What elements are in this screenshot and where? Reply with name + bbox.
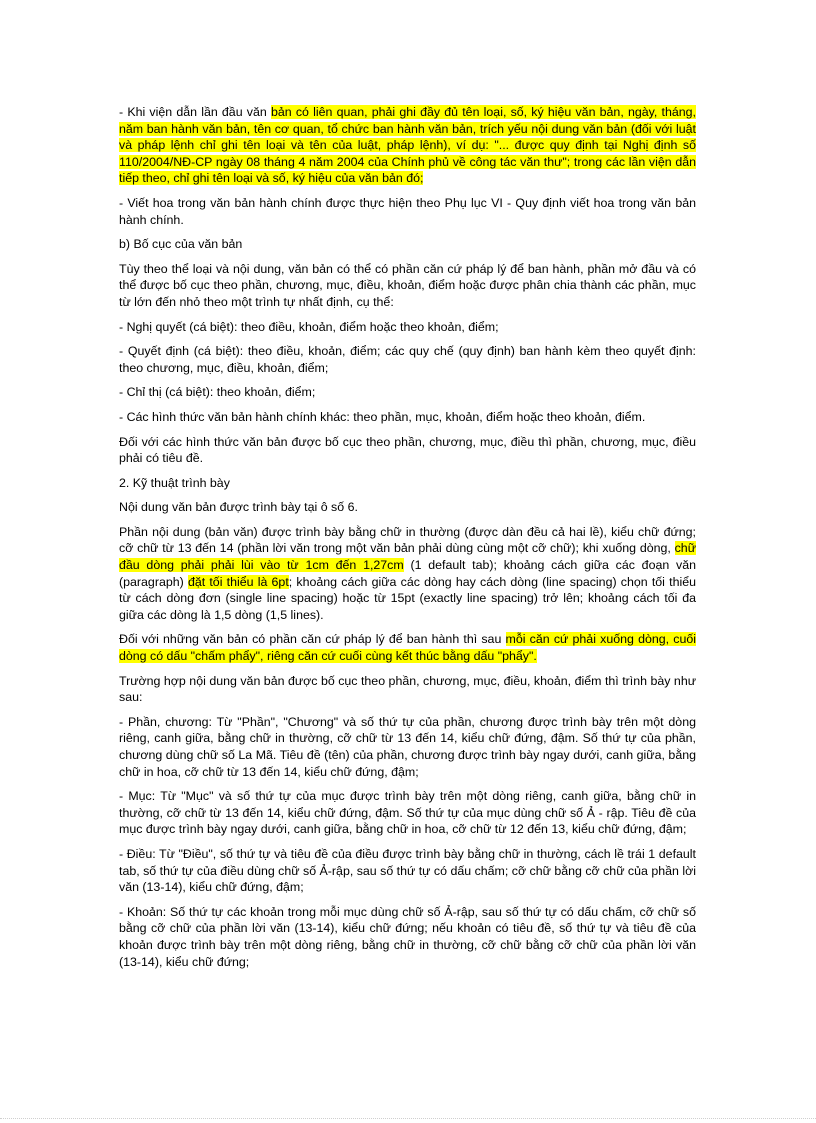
body-paragraph [119,631,696,664]
paragraph-text: - Các hình thức văn bản hành chính khác: theo phần, mục, khoản, điểm hoặc theo khoản, điểm. [119,409,646,424]
paragraph-text: - Nghị quyết (cá biệt): theo điều, khoản, điểm hoặc theo khoản, điểm; [119,319,499,334]
paragraph-text: - Quyết định (cá biệt): theo điều, khoản, điểm; các quy chế (quy định) ban hành kèm theo quyết định: theo chương, mục, điều, khoản, điểm; [119,344,696,375]
paragraph-text: 2. Kỹ thuật trình bày [119,475,230,490]
body-paragraph [119,673,696,706]
body-paragraph [119,384,696,401]
body-paragraph [119,788,696,838]
highlighted-text: mỗi căn cứ phải xuống dòng, cuối dòng có dấu "chấm phẩy", riêng căn cứ cuối cùng kết thúc bằng dấu "phẩy". [119,632,696,664]
body-paragraph [119,846,696,896]
paragraph-text: - Điều: Từ "Điều", số thứ tự và tiêu đề của điều được trình bày bằng chữ in thường, cách lề trái 1 default tab, số thứ tự của điều dùng chữ số Ả-rập, sau số thứ tự có dấu chấm; cỡ chữ bằng cỡ chữ của phần lời văn (13-14), kiểu chữ đứng, đậm; [119,846,696,895]
body-paragraph [119,195,696,228]
paragraph-text: (1 default tab); khoảng cách giữa các đoạn văn (paragraph) [119,558,696,589]
page-bottom-divider [0,1118,816,1119]
body-paragraph [119,475,696,492]
paragraph-text: Nội dung văn bản được trình bày tại ô số 6. [119,500,358,515]
body-paragraph [119,434,696,467]
highlighted-text: đặt tối thiểu là 6pt [187,574,289,589]
highlighted-text: chữ đầu dòng phải phải lùi vào từ 1cm đến 1,27cm [119,541,696,573]
paragraph-text: - Khoản: Số thứ tự các khoản trong mỗi mục dùng chữ số Ả-rập, sau số thứ tự có dấu chấm, cỡ chữ số bằng cỡ chữ của phần lời văn (13-14), kiểu chữ đứng; nếu khoản có tiêu đề, số thứ tự và tiêu đề của khoản được trình bày trên một dòng riêng, bằng chữ in thường, cỡ chữ bằng cỡ chữ của phần lời văn (13-14), kiểu chữ đứng; [119,904,696,969]
paragraph-text: - Khi viện dẫn lần đầu văn [119,105,271,119]
body-paragraph [119,343,696,376]
body-paragraph [119,499,696,516]
body-paragraph [119,261,696,311]
document-body [119,104,696,978]
body-paragraph [119,319,696,336]
paragraph-text: - Chỉ thị (cá biệt): theo khoản, điểm; [119,385,316,400]
body-paragraph [119,714,696,780]
paragraph-text: - Phần, chương: Từ "Phần", "Chương" và số thứ tự của phần, chương được trình bày trên một dòng riêng, canh giữa, bằng chữ in thường, cỡ chữ từ 13 đến 14, kiểu chữ đứng, đậm. Số thứ tự của phần, chương dùng chữ số La Mã. Tiêu đề (tên) của phần, chương được trình bày ngay dưới, canh giữa, bằng chữ in hoa, cỡ chữ từ 13 đến 14, kiểu chữ đứng, đậm; [119,714,696,779]
paragraph-text: ; khoảng cách giữa các dòng hay cách dòng (line spacing) chọn tối thiểu từ cách dòng đơn (single line spacing) hoặc từ 15pt (exactly line spacing) trở lên; khoảng cách tối đa giữa các dòng là 1,5 dòng (1,5 lines). [119,574,696,622]
paragraph-text: b) Bố cục của văn bản [119,237,243,252]
paragraph-text: Đối với những văn bản có phần căn cứ pháp lý để ban hành thì sau [119,632,506,647]
body-paragraph [119,236,696,253]
paragraph-text: Phần nội dung (bản văn) được trình bày bằng chữ in thường (được dàn đều cả hai lề), kiểu chữ đứng; cỡ chữ từ 13 đến 14 (phần lời văn trong một văn bản phải dùng cùng một cỡ chữ); khi xuống dòng, [119,524,696,556]
highlighted-text: bản có liên quan, phải ghi đầy đủ tên loại, số, ký hiệu văn bản, ngày, tháng, năm ban hành văn bản, tên cơ quan, tổ chức ban hành văn bản, trích yếu nội dung văn bản (đối với luật và pháp lệnh chỉ ghi tên loại và tên của luật, pháp lệnh), ví dụ: "... được quy định tại Nghị định số 110/2004/NĐ-CP ngày 08 tháng 4 năm 2004 của Chính phủ về công tác văn thư"; trong các lần viện dẫn tiếp theo, chỉ ghi tên loại và số, ký hiệu của văn bản đó; [119,105,696,186]
paragraph-text: Trường hợp nội dung văn bản được bố cục theo phần, chương, mục, điều, khoản, điểm thì trình bày như sau: [119,673,696,705]
body-paragraph [119,409,696,426]
paragraph-text: - Viết hoa trong văn bản hành chính được thực hiện theo Phụ lục VI - Quy định viết hoa trong văn bản hành chính. [119,195,696,227]
body-paragraph [119,104,696,187]
paragraph-text: Tùy theo thể loại và nội dung, văn bản có thể có phần căn cứ pháp lý để ban hành, phần mở đầu và có thể được bố cục theo phần, chương, mục, điều, khoản, điểm hoặc được phân chia thành các phần, mục từ lớn đến nhỏ theo một trình tự nhất định, cụ thể: [119,261,696,309]
paragraph-text: Đối với các hình thức văn bản được bố cục theo phần, chương, mục, điều thì phần, chương, mục, điều phải có tiêu đề. [119,434,696,466]
paragraph-text: - Mục: Từ "Mục" và số thứ tự của mục được trình bày trên một dòng riêng, canh giữa, bằng chữ in thường, cỡ chữ từ 13 đến 14, kiểu chữ đứng, đậm. Số thứ tự của mục dùng chữ số Ả - rập. Tiêu đề của mục được trình bày ngay dưới, canh giữa, bằng chữ in hoa, cỡ chữ từ 12 đến 13, kiểu chữ đứng, đậm; [119,789,696,837]
body-paragraph [119,524,696,624]
body-paragraph [119,904,696,970]
